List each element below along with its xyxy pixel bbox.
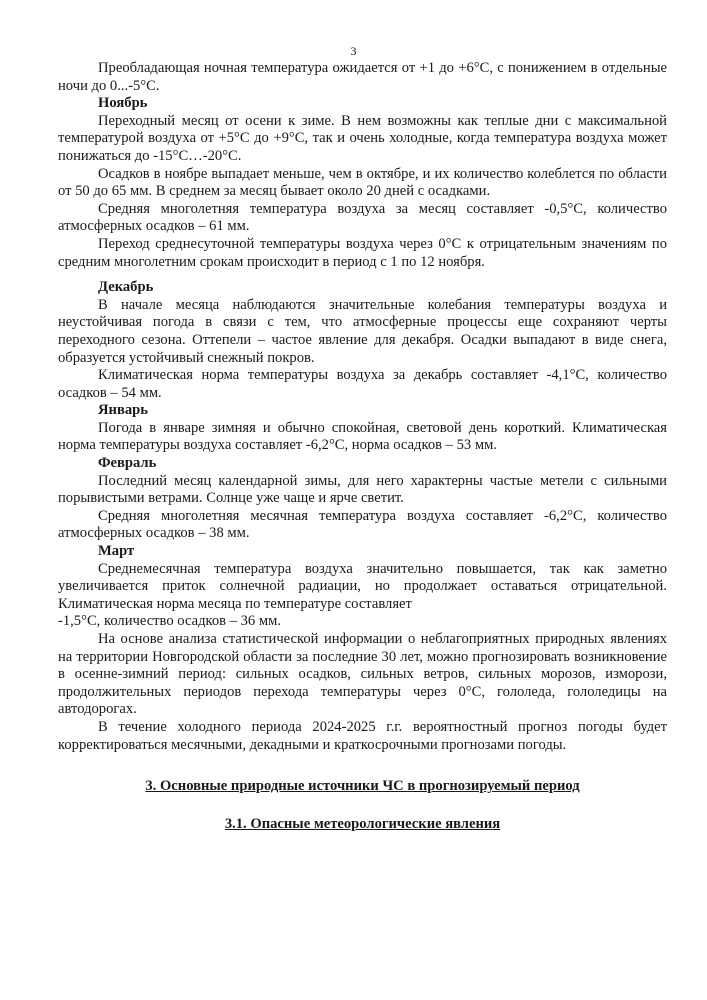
november-paragraph-2: Осадков в ноябре выпадает меньше, чем в октябре, и их количество колеблется по области от 50 до 65 мм. В среднем за месяц бывает около 20 дней с осадками. xyxy=(58,165,667,200)
january-paragraph: Погода в январе зимняя и обычно спокойная, световой день короткий. Климатическая норма температуры воздуха составляет -6,2°С, норма осадков – 53 мм. xyxy=(58,419,667,454)
march-heading: Март xyxy=(98,543,135,560)
section-3-heading: 3. Основные природные источники ЧС в прогнозируемый период xyxy=(145,778,580,795)
january-heading: Январь xyxy=(98,402,148,419)
page-number: 3 xyxy=(350,44,357,58)
document-body xyxy=(58,60,667,833)
february-paragraph-1: Последний месяц календарной зимы, для него характерны частые метели с сильными порывистыми ветрами. Солнце уже чаще и ярче светит. xyxy=(58,472,667,507)
december-paragraph-1: В начале месяца наблюдаются значительные колебания температуры воздуха и неустойчивая погода в связи с тем, что атмосферные процессы еще сохраняют черты переходного сезона. Оттепели – частое явление для декабря. Осадки выпадают в виде снега, образуется устойчивый снежный покров. xyxy=(58,296,667,366)
november-heading: Ноябрь xyxy=(98,95,148,112)
february-paragraph-2: Средняя многолетняя месячная температура воздуха составляет -6,2°С, количество атмосферных осадков – 38 мм. xyxy=(58,507,667,542)
march-paragraph-1: Среднемесячная температура воздуха значительно повышается, так как заметно увеличивается приток солнечной радиации, но продолжает оставаться отрицательной. Климатическая норма месяца по температуре составляет xyxy=(58,560,667,612)
analysis-paragraph: На основе анализа статистической информации о неблагоприятных природных явлениях на территории Новгородской области за последние 30 лет, можно прогнозировать возникновение в осенне-зимний период: сильных осадков, сильных ветров, сильных морозов, изморози, продолжительных периодов перехода температуры через 0°С, гололеда, гололедицы на автодорогах. xyxy=(58,631,667,718)
december-paragraph-2: Климатическая норма температуры воздуха за декабрь составляет -4,1°С, количество осадков – 54 мм. xyxy=(58,367,667,401)
section-3-1-heading: 3.1. Опасные метеорологические явления xyxy=(224,815,501,832)
november-paragraph-1: Переходный месяц от осени к зиме. В нем возможны как теплые дни с максимальной температурой воздуха от +5°С до +9°С, так и очень холодные, когда температура воздуха может понижаться до -15°С…-20°С. xyxy=(58,112,667,164)
december-heading: Декабрь xyxy=(98,279,154,296)
march-paragraph-2: -1,5°С, количество осадков – 36 мм. xyxy=(58,613,281,630)
february-heading: Февраль xyxy=(98,455,157,472)
forecast-paragraph: В течение холодного периода 2024-2025 г.г. вероятностный прогноз погоды будет корректироваться месячными, декадными и краткосрочными прогнозами погоды. xyxy=(58,718,667,753)
november-paragraph-4: Переход среднесуточной температуры воздуха через 0°С к отрицательным значениям по средним многолетним срокам происходит в период с 1 по 12 ноября. xyxy=(58,235,667,270)
october-night-temp-paragraph: Преобладающая ночная температура ожидается от +1 до +6°С, с понижением в отдельные ночи до 0...-5°С. xyxy=(58,60,667,94)
november-paragraph-3: Средняя многолетняя температура воздуха за месяц составляет -0,5°С, количество атмосферных осадков – 61 мм. xyxy=(58,200,667,235)
